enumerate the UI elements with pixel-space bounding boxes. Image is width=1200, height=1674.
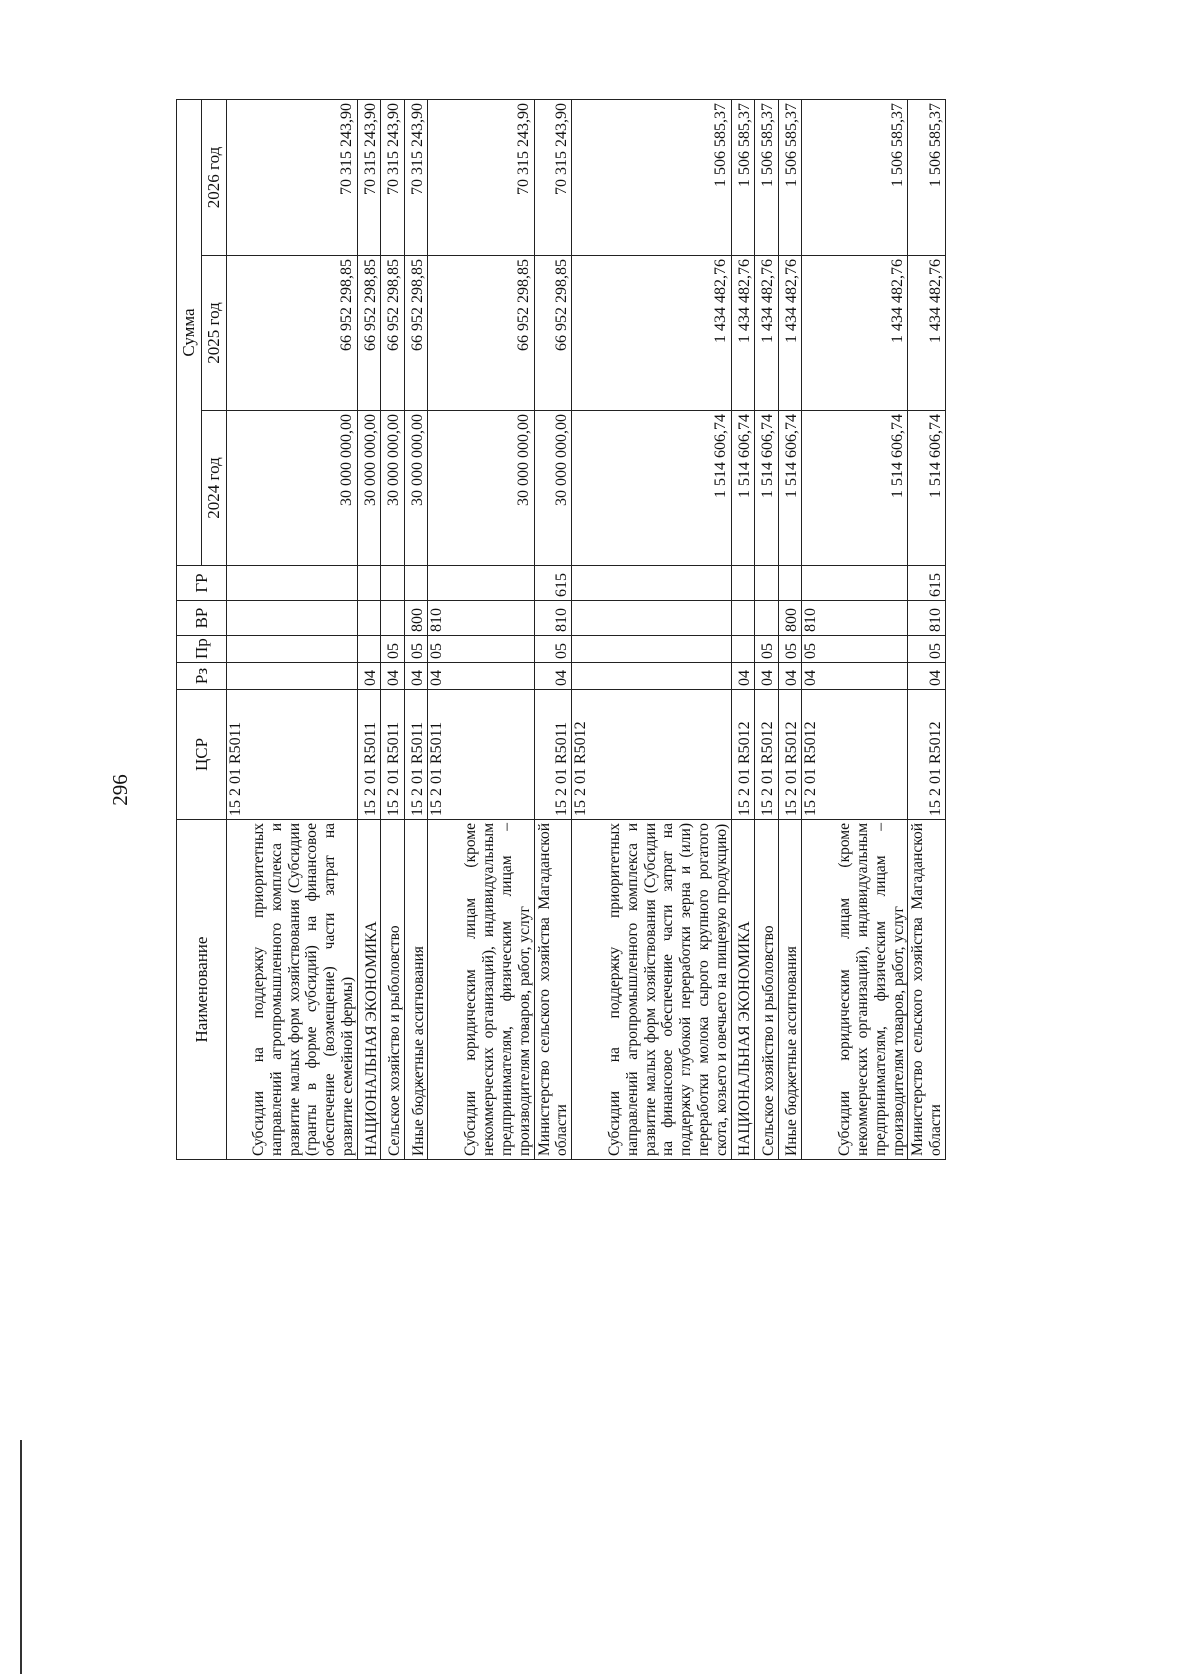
row-vr: 810 bbox=[428, 601, 534, 636]
row-csr: 15 2 01 R5011 bbox=[534, 690, 571, 820]
row-2026: 1 506 585,37 bbox=[908, 99, 946, 255]
row-2025: 1 434 482,76 bbox=[572, 256, 731, 411]
table-row bbox=[802, 99, 908, 1159]
row-pr: 05 bbox=[802, 636, 908, 663]
row-csr: 15 2 01 R5011 bbox=[227, 690, 358, 820]
header-gr: ГР bbox=[177, 566, 227, 601]
row-name: Иные бюджетные ассигнования bbox=[404, 820, 428, 1160]
row-2026: 1 506 585,37 bbox=[778, 99, 802, 255]
row-2026: 70 315 243,90 bbox=[357, 99, 381, 255]
rotated-table-container bbox=[176, 100, 946, 1160]
row-rz: 04 bbox=[778, 663, 802, 690]
row-csr: 15 2 01 R5012 bbox=[802, 690, 908, 820]
row-gr bbox=[778, 566, 802, 601]
row-name: Субсидии на поддержку приоритетных направлений агропромышленного комплекса и развитие малых форм хозяйствования (Субсидии на финансовое обеспечение части затрат на поддержку глубокой переработки зерна и (или) переработки молока сырого крупного рогатого скота, козьего и овечьего на пищевую продукцию) bbox=[572, 820, 731, 1160]
header-rz: Рз bbox=[177, 663, 227, 690]
row-2024: 30 000 000,00 bbox=[428, 411, 534, 566]
row-2026: 1 506 585,37 bbox=[731, 99, 755, 255]
row-2024: 1 514 606,74 bbox=[755, 411, 779, 566]
row-csr: 15 2 01 R5011 bbox=[381, 690, 405, 820]
row-2026: 70 315 243,90 bbox=[534, 99, 571, 255]
row-rz bbox=[572, 663, 731, 690]
row-2024: 30 000 000,00 bbox=[227, 411, 358, 566]
row-2026: 1 506 585,37 bbox=[572, 99, 731, 255]
row-2024: 30 000 000,00 bbox=[357, 411, 381, 566]
row-2024: 1 514 606,74 bbox=[778, 411, 802, 566]
row-2024: 1 514 606,74 bbox=[802, 411, 908, 566]
row-2024: 30 000 000,00 bbox=[381, 411, 405, 566]
row-pr bbox=[357, 636, 381, 663]
header-sum: Сумма bbox=[177, 99, 202, 565]
row-vr bbox=[357, 601, 381, 636]
table-row bbox=[908, 99, 946, 1159]
row-2024: 30 000 000,00 bbox=[534, 411, 571, 566]
row-csr: 15 2 01 R5011 bbox=[428, 690, 534, 820]
row-gr bbox=[755, 566, 779, 601]
header-vr: ВР bbox=[177, 601, 227, 636]
row-pr: 05 bbox=[778, 636, 802, 663]
row-pr: 05 bbox=[404, 636, 428, 663]
header-2025: 2025 год bbox=[202, 256, 227, 411]
row-vr: 800 bbox=[404, 601, 428, 636]
row-2025: 66 952 298,85 bbox=[428, 256, 534, 411]
header-2026: 2026 год bbox=[202, 99, 227, 255]
row-name: Субсидии юридическим лицам (кроме некоммерческих организаций), индивидуальным предпринимателям, физическим лицам – производителям товаров, работ, услуг bbox=[428, 820, 534, 1160]
row-rz: 04 bbox=[428, 663, 534, 690]
table-row bbox=[755, 99, 779, 1159]
row-csr: 15 2 01 R5012 bbox=[755, 690, 779, 820]
table-row bbox=[572, 99, 731, 1159]
table-row bbox=[428, 99, 534, 1159]
row-2025: 66 952 298,85 bbox=[357, 256, 381, 411]
header-pr: Пр bbox=[177, 636, 227, 663]
row-pr: 05 bbox=[381, 636, 405, 663]
row-gr bbox=[357, 566, 381, 601]
row-2025: 66 952 298,85 bbox=[404, 256, 428, 411]
row-2026: 70 315 243,90 bbox=[381, 99, 405, 255]
row-rz: 04 bbox=[755, 663, 779, 690]
row-name: Сельское хозяйство и рыболовство bbox=[381, 820, 405, 1160]
row-rz bbox=[227, 663, 358, 690]
row-name: Министерство сельского хозяйства Магаданской области bbox=[908, 820, 946, 1160]
row-csr: 15 2 01 R5012 bbox=[731, 690, 755, 820]
row-pr: 05 bbox=[428, 636, 534, 663]
row-2025: 1 434 482,76 bbox=[755, 256, 779, 411]
table-row bbox=[731, 99, 755, 1159]
row-pr: 05 bbox=[908, 636, 946, 663]
row-pr bbox=[731, 636, 755, 663]
row-csr: 15 2 01 R5012 bbox=[908, 690, 946, 820]
row-rz: 04 bbox=[357, 663, 381, 690]
row-rz: 04 bbox=[908, 663, 946, 690]
table-row bbox=[404, 99, 428, 1159]
row-rz: 04 bbox=[731, 663, 755, 690]
row-rz: 04 bbox=[802, 663, 908, 690]
header-2024: 2024 год bbox=[202, 411, 227, 566]
row-name: Сельское хозяйство и рыболовство bbox=[755, 820, 779, 1160]
table-row bbox=[534, 99, 571, 1159]
table-row bbox=[357, 99, 381, 1159]
row-2026: 70 315 243,90 bbox=[428, 99, 534, 255]
row-2026: 1 506 585,37 bbox=[755, 99, 779, 255]
row-gr: 615 bbox=[908, 566, 946, 601]
row-gr bbox=[731, 566, 755, 601]
row-2024: 1 514 606,74 bbox=[731, 411, 755, 566]
row-csr: 15 2 01 R5012 bbox=[778, 690, 802, 820]
row-2025: 1 434 482,76 bbox=[731, 256, 755, 411]
budget-table bbox=[176, 99, 946, 1160]
row-gr bbox=[381, 566, 405, 601]
row-2025: 66 952 298,85 bbox=[381, 256, 405, 411]
table-body bbox=[227, 99, 946, 1159]
row-pr bbox=[227, 636, 358, 663]
row-gr bbox=[428, 566, 534, 601]
row-rz: 04 bbox=[534, 663, 571, 690]
row-2025: 1 434 482,76 bbox=[802, 256, 908, 411]
row-name: Субсидии юридическим лицам (кроме некоммерческих организаций), индивидуальным предпринимателям, физическим лицам – производителям товаров, работ, услуг bbox=[802, 820, 908, 1160]
row-name: Министерство сельского хозяйства Магаданской области bbox=[534, 820, 571, 1160]
row-csr: 15 2 01 R5012 bbox=[572, 690, 731, 820]
row-name: Субсидии на поддержку приоритетных направлений агропромышленного комплекса и развитие малых форм хозяйствования (Субсидии (гранты в форме субсидий) на финансовое обеспечение (возмещение) части затрат на развитие семейной фермы) bbox=[227, 820, 358, 1160]
row-vr: 810 bbox=[534, 601, 571, 636]
row-rz: 04 bbox=[404, 663, 428, 690]
table-row bbox=[227, 99, 358, 1159]
row-2024: 1 514 606,74 bbox=[908, 411, 946, 566]
row-gr bbox=[572, 566, 731, 601]
row-2025: 1 434 482,76 bbox=[778, 256, 802, 411]
row-pr: 05 bbox=[755, 636, 779, 663]
row-rz: 04 bbox=[381, 663, 405, 690]
header-csr: ЦСР bbox=[177, 690, 227, 820]
row-vr bbox=[731, 601, 755, 636]
row-gr bbox=[404, 566, 428, 601]
row-2024: 30 000 000,00 bbox=[404, 411, 428, 566]
row-vr bbox=[227, 601, 358, 636]
row-2025: 1 434 482,76 bbox=[908, 256, 946, 411]
row-2026: 1 506 585,37 bbox=[802, 99, 908, 255]
row-pr bbox=[572, 636, 731, 663]
row-2026: 70 315 243,90 bbox=[404, 99, 428, 255]
header-name: Наименование bbox=[177, 820, 227, 1160]
row-name: НАЦИОНАЛЬНАЯ ЭКОНОМИКА bbox=[357, 820, 381, 1160]
page-number: 296 bbox=[108, 774, 132, 806]
row-vr: 800 bbox=[778, 601, 802, 636]
row-name: Иные бюджетные ассигнования bbox=[778, 820, 802, 1160]
table-row bbox=[778, 99, 802, 1159]
row-vr: 810 bbox=[908, 601, 946, 636]
row-vr: 810 bbox=[802, 601, 908, 636]
row-2026: 70 315 243,90 bbox=[227, 99, 358, 255]
row-pr: 05 bbox=[534, 636, 571, 663]
row-2025: 66 952 298,85 bbox=[534, 256, 571, 411]
scan-edge-line bbox=[20, 1440, 22, 1674]
table-row bbox=[381, 99, 405, 1159]
row-gr bbox=[227, 566, 358, 601]
row-gr bbox=[802, 566, 908, 601]
row-vr bbox=[572, 601, 731, 636]
row-gr: 615 bbox=[534, 566, 571, 601]
row-2024: 1 514 606,74 bbox=[572, 411, 731, 566]
row-2025: 66 952 298,85 bbox=[227, 256, 358, 411]
row-vr bbox=[755, 601, 779, 636]
table-header bbox=[177, 99, 227, 1159]
row-csr: 15 2 01 R5011 bbox=[357, 690, 381, 820]
row-name: НАЦИОНАЛЬНАЯ ЭКОНОМИКА bbox=[731, 820, 755, 1160]
row-csr: 15 2 01 R5011 bbox=[404, 690, 428, 820]
row-vr bbox=[381, 601, 405, 636]
